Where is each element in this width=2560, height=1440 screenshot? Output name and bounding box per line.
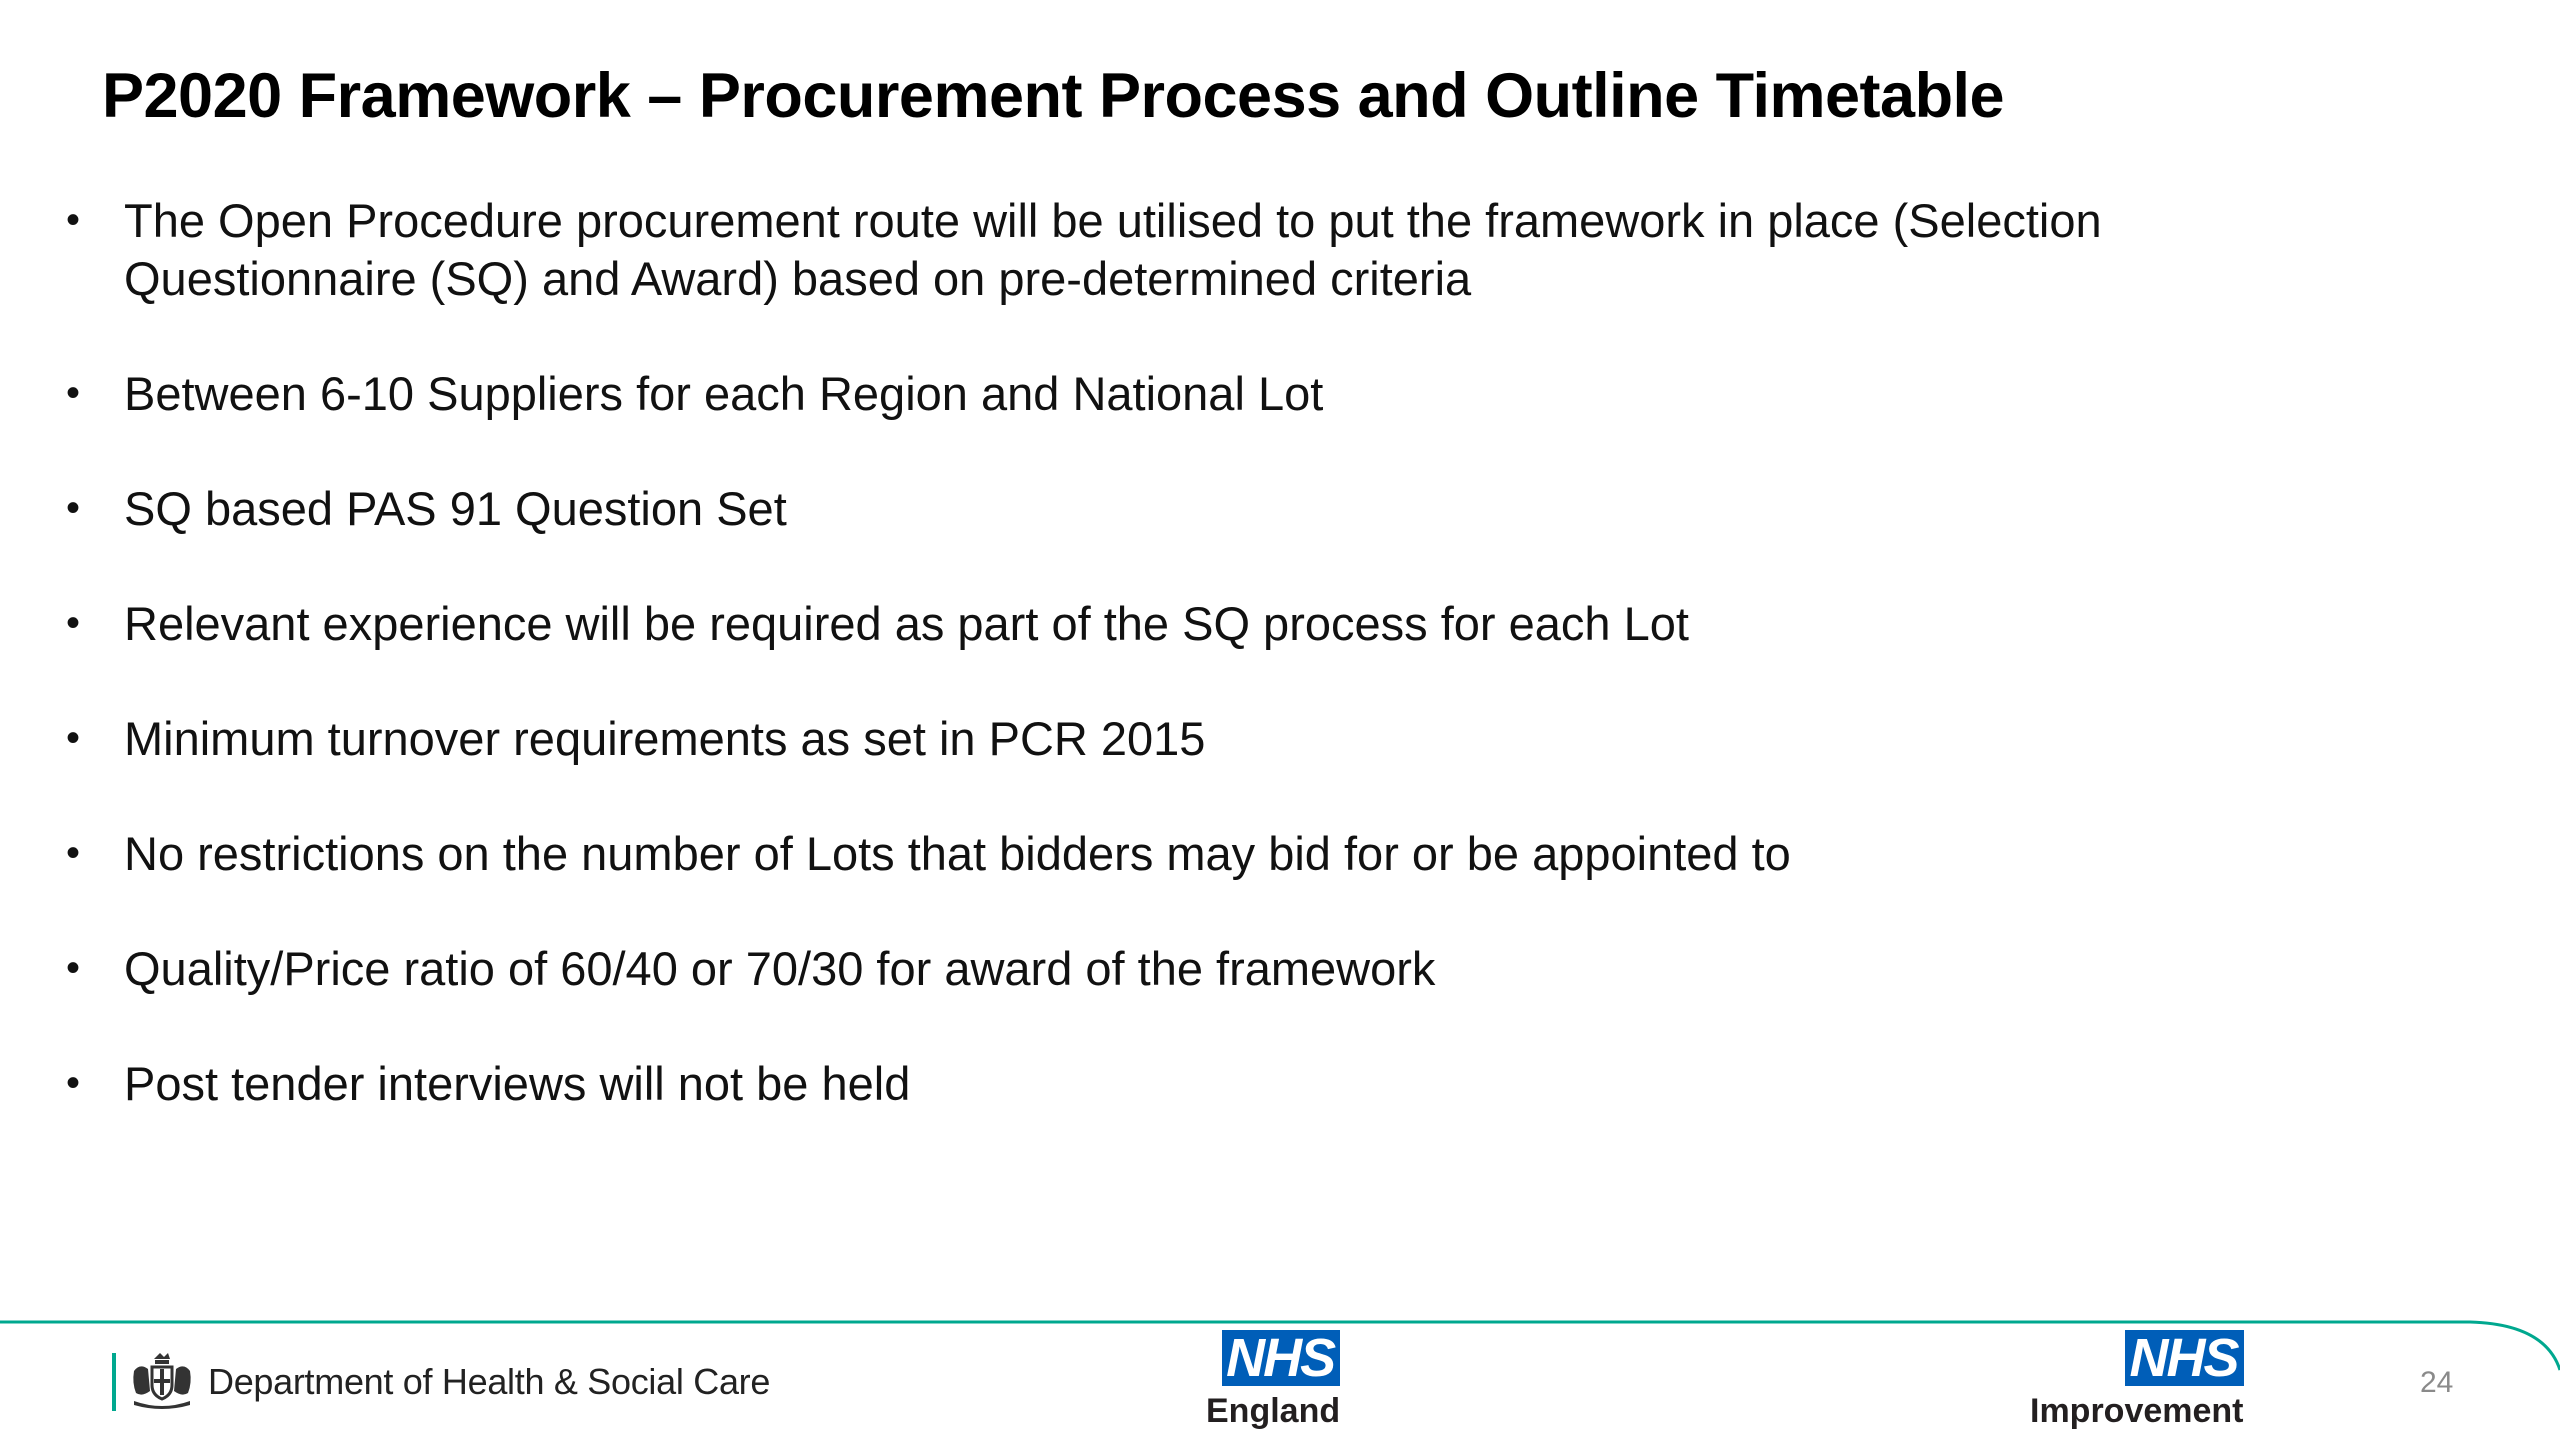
bullet-text: No restrictions on the number of Lots that bidders may bid for or be appointed to bbox=[124, 826, 1791, 880]
bullet-item bbox=[62, 710, 2362, 768]
page-number: 24 bbox=[2420, 1366, 2454, 1399]
bullet-item bbox=[62, 480, 2362, 538]
nhs-logo-badge: NHS bbox=[1222, 1330, 1340, 1386]
bullet-glyph: • bbox=[66, 198, 81, 242]
nhs-england-name: England bbox=[1206, 1392, 1341, 1430]
dhsc-accent-bar bbox=[112, 1353, 116, 1411]
nhs-england-logo bbox=[1206, 1330, 1340, 1431]
bullet-item bbox=[62, 940, 2362, 998]
bullet-text: Relevant experience will be required as part of the SQ process for each Lot bbox=[124, 596, 1689, 650]
nhs-logo-badge: NHS bbox=[2125, 1330, 2243, 1386]
bullet-item bbox=[62, 825, 2362, 883]
royal-coat-of-arms-icon bbox=[130, 1353, 194, 1411]
dhsc-logo bbox=[112, 1352, 770, 1412]
bullet-item bbox=[62, 192, 2362, 307]
nhs-improvement-name: Improvement bbox=[2030, 1392, 2244, 1430]
bullet-glyph: • bbox=[66, 830, 81, 875]
dhsc-name: Department of Health & Social Care bbox=[208, 1361, 771, 1402]
bullet-text: Between 6-10 Suppliers for each Region and National Lot bbox=[124, 366, 1324, 420]
bullet-glyph: • bbox=[66, 370, 81, 415]
bullet-text: Minimum turnover requirements as set in PCR 2015 bbox=[124, 711, 1206, 765]
bullet-glyph: • bbox=[66, 945, 81, 990]
bullet-item bbox=[62, 595, 2362, 653]
bullet-glyph: • bbox=[66, 1060, 81, 1105]
bullet-text: The Open Procedure procurement route will be utilised to put the framework in place (Selection Questionnaire (SQ) and Award) based on pre-determined criteria bbox=[124, 194, 2102, 305]
bullet-text: SQ based PAS 91 Question Set bbox=[124, 481, 787, 535]
slide-title: P2020 Framework – Procurement Process and Outline Timetable bbox=[102, 61, 2005, 131]
bullet-list bbox=[62, 192, 2362, 1112]
nhs-improvement-logo bbox=[2030, 1330, 2244, 1431]
bullet-text: Post tender interviews will not be held bbox=[124, 1056, 911, 1110]
bullet-glyph: • bbox=[66, 485, 81, 530]
bullet-glyph: • bbox=[66, 715, 81, 760]
bullet-glyph: • bbox=[66, 600, 81, 645]
bullet-text: Quality/Price ratio of 60/40 or 70/30 for award of the framework bbox=[124, 941, 1436, 995]
bullet-item bbox=[62, 365, 2362, 423]
bullet-item bbox=[62, 1055, 2362, 1113]
